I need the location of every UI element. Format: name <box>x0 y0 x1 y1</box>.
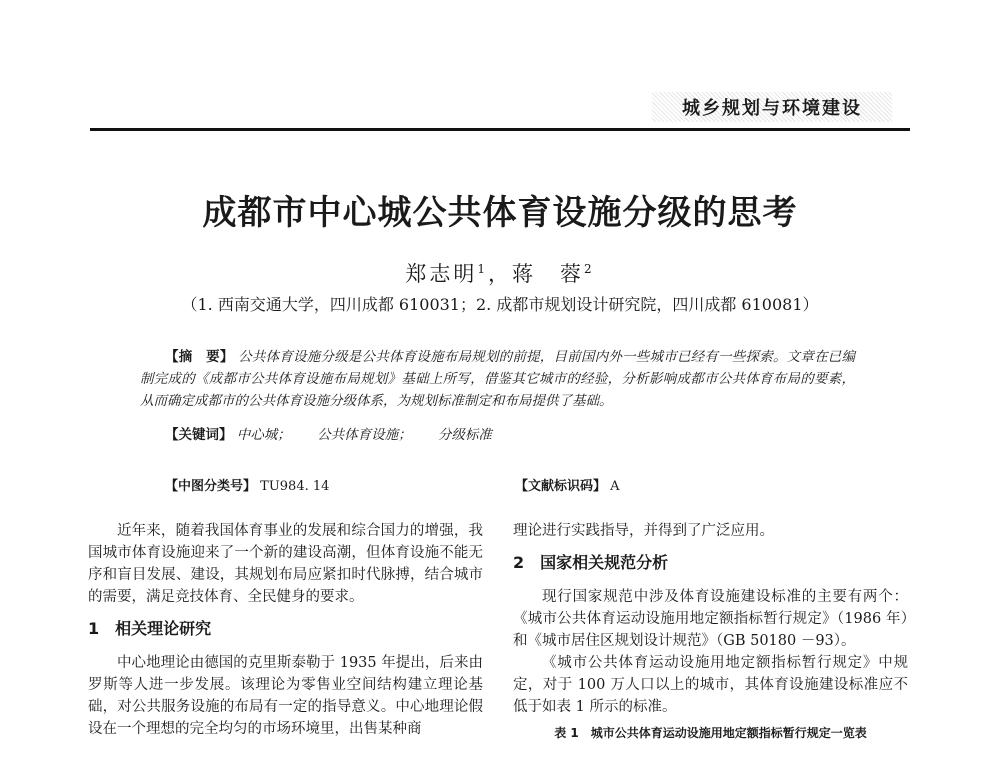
keyword: 中心城； <box>236 427 291 443</box>
author-name: 蒋 蓉 <box>512 262 584 286</box>
author-name: 郑志明 <box>405 262 478 286</box>
affiliations: （1. 西南交通大学，四川成都 610031；2. 成都市规划设计研究院，四川成都 610081） <box>181 295 819 314</box>
section1-paragraph: 中心地理论由德国的克里斯泰勒于 1935 年提出，后来由罗斯等人进一步发展。该理论为零售业空间结构建立理论基础，对公共服务设施的布局有一定的指导意义。中心地理论假设在一个理想的完全均匀的市场环境里，出售某种商 <box>88 655 483 737</box>
paper-title: 成都市中心城公共体育设施分级的思考 <box>202 193 798 233</box>
left-column <box>88 520 483 740</box>
section-heading: 2 国家相关规范分析 <box>513 553 669 572</box>
author-affil-mark: 2 <box>584 262 595 276</box>
intro-paragraph: 近年来，随着我国体育事业的发展和综合国力的增强，我国城市体育设施迎来了一个新的建设高潮，但体育设施不能无序和盲目发展、建设，其规划布局应紧扣时代脉搏，结合城市的需要，满足竞技体育、全民健身的要求。 <box>88 523 483 605</box>
doc-code-label: 【文献标识码】 <box>515 479 607 494</box>
clc-value: TU984. 14 <box>260 479 330 494</box>
keyword: 公共体育设施； <box>317 427 412 443</box>
clc-number <box>165 475 329 494</box>
right-column <box>513 520 908 744</box>
keyword: 分级标准 <box>437 427 492 443</box>
abstract <box>140 346 855 412</box>
section-heading: 1 相关理论研究 <box>88 619 212 638</box>
section2-paragraph: 现行国家规范中涉及体育设施建设标准的主要有两个：《城市公共体育运动设施用地定额指标暂行规定》（1986 年）和《城市居住区规划设计规范》（GB 50180 －93）。 <box>513 589 908 649</box>
keywords <box>165 423 514 443</box>
continuation-paragraph: 理论进行实践指导，并得到了广泛应用。 <box>513 523 774 539</box>
author-list <box>0 258 1000 288</box>
keywords-label: 【关键词】 <box>165 427 233 443</box>
author-separator: ， <box>488 262 512 286</box>
doc-code <box>515 475 620 494</box>
table-caption: 表 1 城市公共体育运动设施用地定额指标暂行规定一览表 <box>554 726 867 740</box>
doc-code-value: A <box>610 479 620 494</box>
header-rule <box>90 128 910 131</box>
section2-paragraph: 《城市公共体育运动设施用地定额指标暂行规定》中规定，对于 100 万人口以上的城市，其体育设施建设标准应不低于如表 1 所示的标准。 <box>513 655 908 715</box>
clc-label: 【中图分类号】 <box>165 479 257 494</box>
abstract-text: 公共体育设施分级是公共体育设施布局规划的前提，目前国内外一些城市已经有一些探索。文章在已编制完成的《成都市公共体育设施布局规划》基础上所写，借鉴其它城市的经验，分析影响成都市公共体育布局的要素，从而确定成都市的公共体育设施分级体系，为规划标准制定和布局提供了基础。 <box>140 349 856 409</box>
journal-section-label: 城乡规划与环境建设 <box>652 92 892 122</box>
abstract-label: 【摘 要】 <box>165 349 234 365</box>
author-affil-mark: 1 <box>477 262 488 276</box>
